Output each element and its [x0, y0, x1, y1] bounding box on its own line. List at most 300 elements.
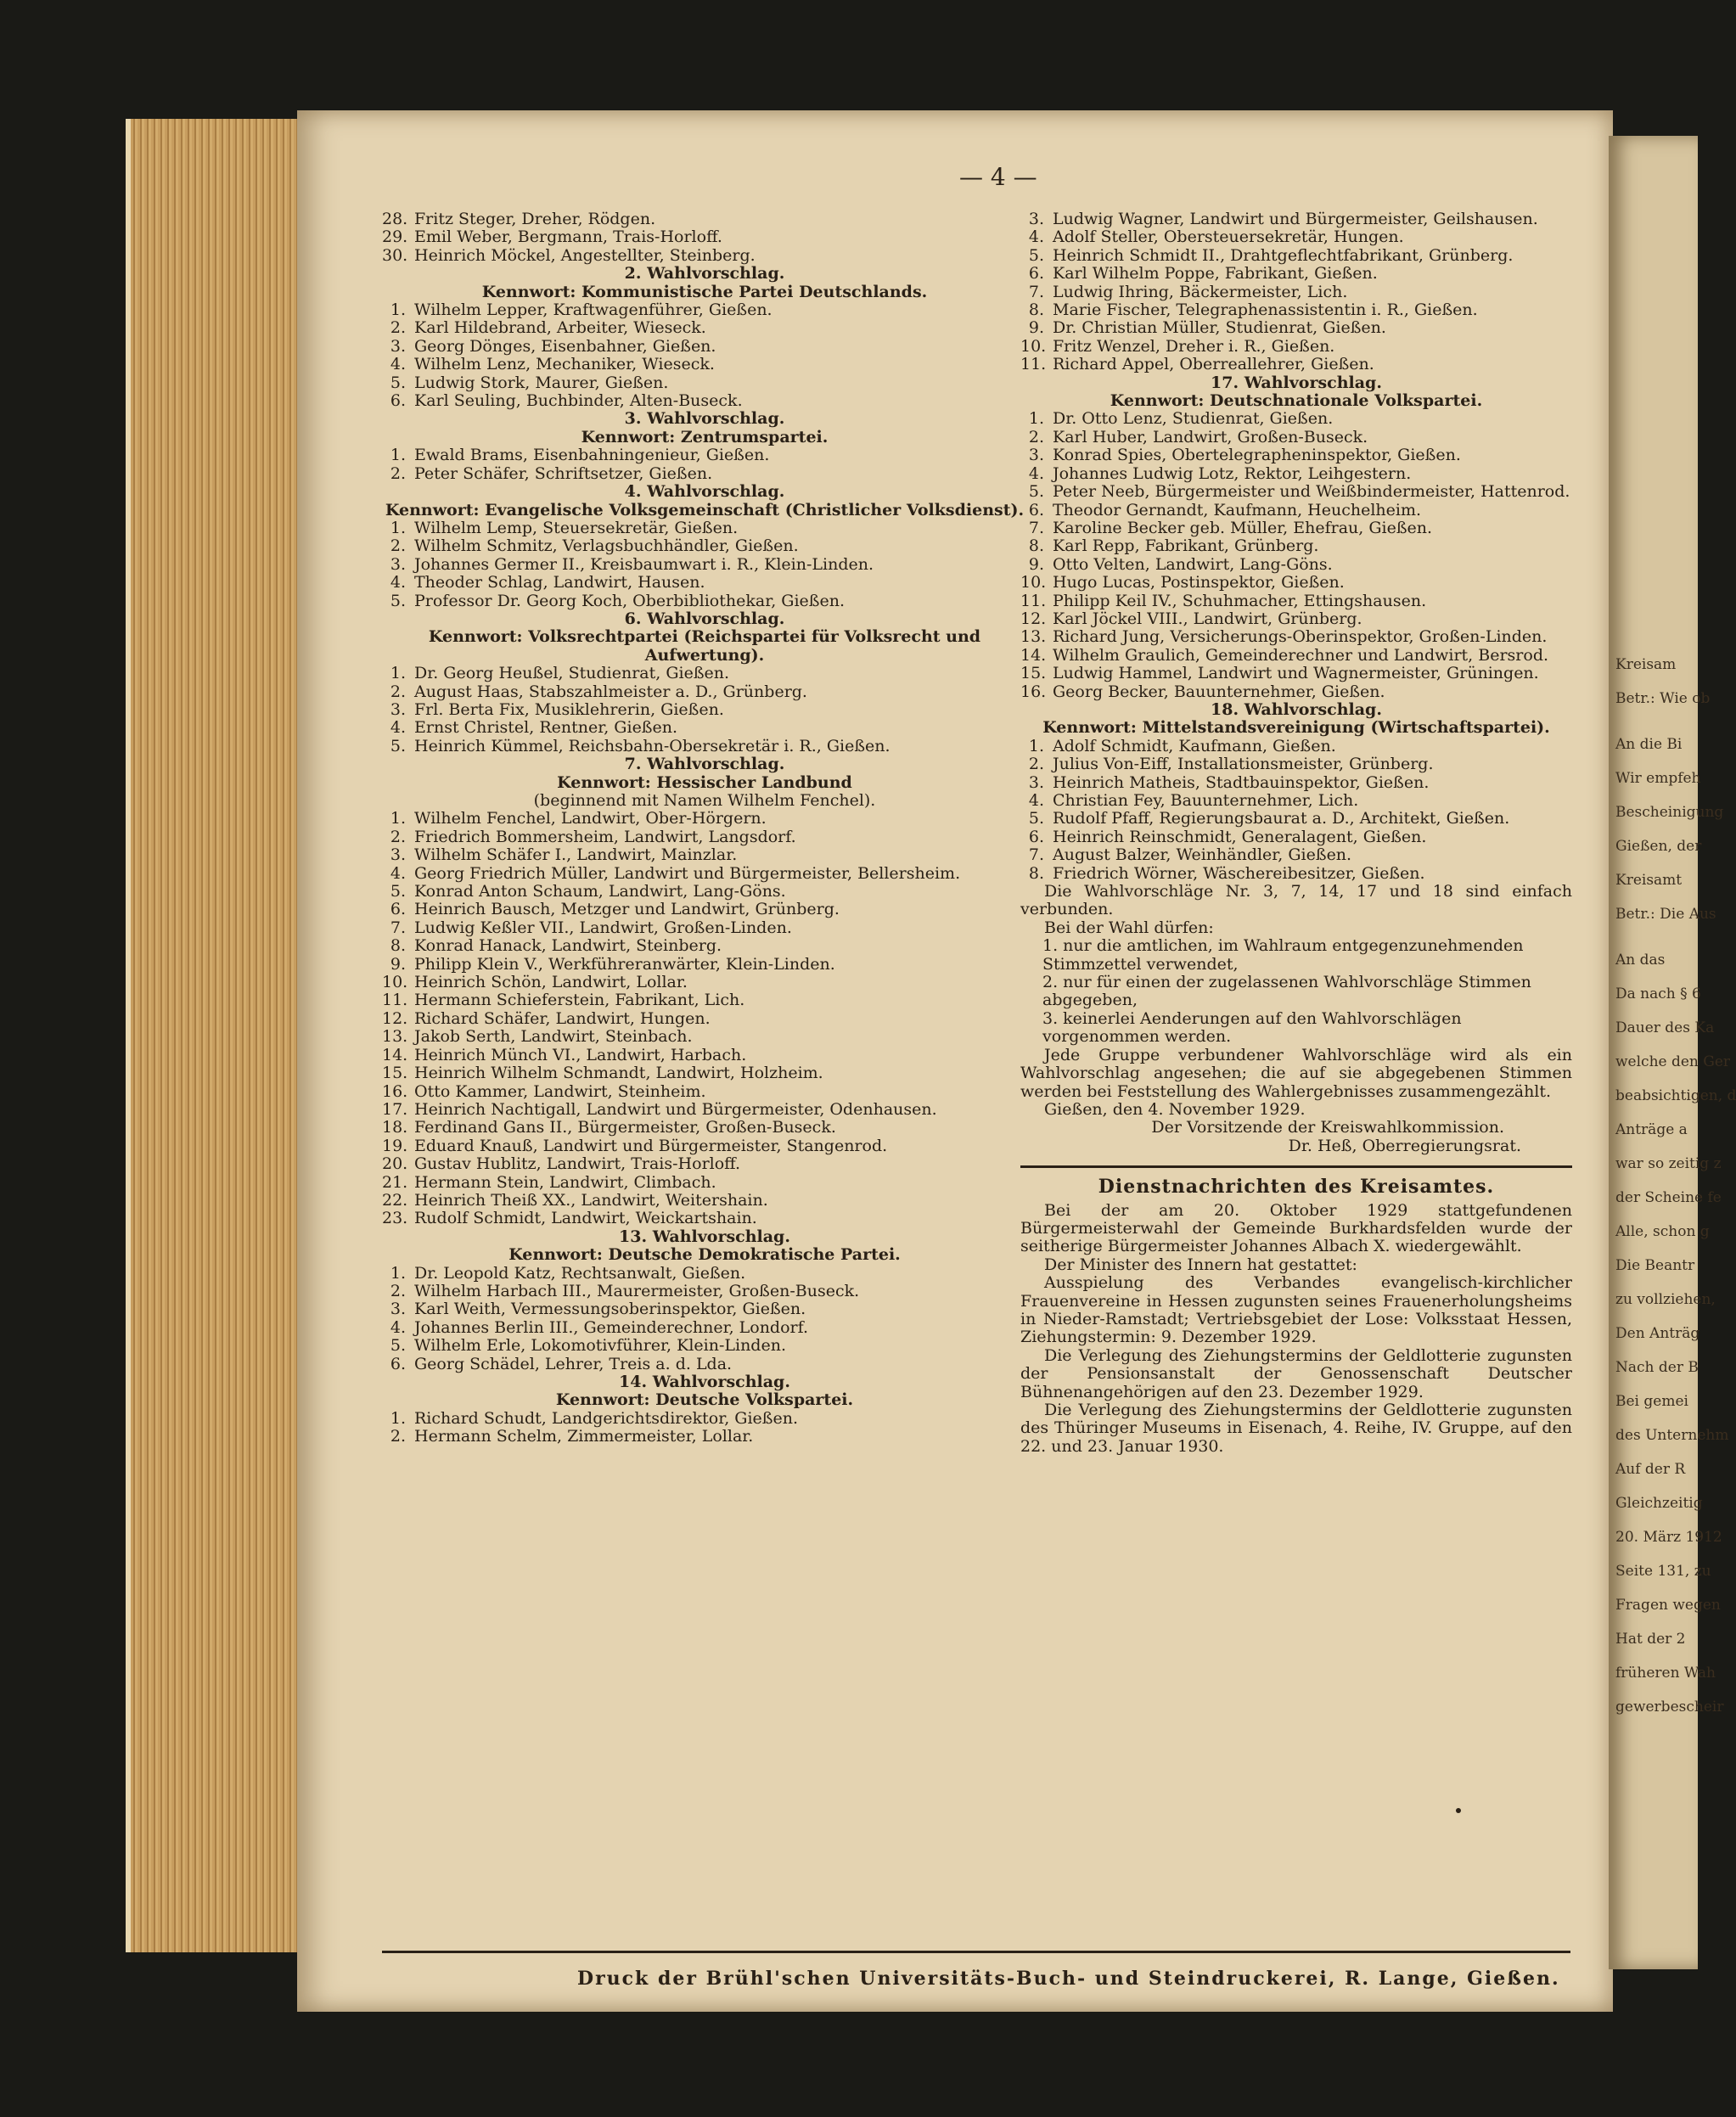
list-item-number: 2. [1028, 427, 1044, 446]
adjacent-page-line: Gießen, der [1615, 838, 1702, 855]
list-item-text: Johannes Germer II., Kreisbaumwart i. R., Klein-Linden. [414, 554, 874, 574]
list-item-text: August Haas, Stabszahlmeister a. D., Grünberg. [414, 682, 807, 701]
adjacent-page-line: Bei gemei [1615, 1393, 1688, 1410]
list-item [382, 956, 1027, 974]
adjacent-page-line: Den Anträg [1615, 1325, 1700, 1342]
list-item-text: Wilhelm Lemp, Steuersekretär, Gießen. [414, 518, 739, 537]
list-item [382, 1155, 1027, 1173]
list-item-number: 6. [390, 391, 406, 411]
list-item-number: 6. [1028, 500, 1044, 519]
list-item [1020, 247, 1572, 265]
list-item-number: 11. [1020, 591, 1047, 610]
adjacent-page-line: Gleichzeitig [1615, 1495, 1703, 1512]
section-title: 6. Wahlvorschlag. [624, 609, 785, 628]
adjacent-page-line: Betr.: Die Aus [1615, 906, 1716, 923]
list-item-text: Ludwig Stork, Maurer, Gießen. [414, 373, 669, 392]
list-item-number: 3. [1028, 446, 1044, 465]
list-item [382, 556, 1027, 574]
list-item-number: 4. [390, 573, 406, 592]
list-item-text: Heinrich Reinschmidt, Generalagent, Gießen. [1053, 827, 1427, 846]
list-item [1020, 356, 1572, 373]
adjacent-page-line: beabsichtigen, d [1615, 1087, 1736, 1104]
list-item-number: 9. [1028, 318, 1044, 338]
list-item [1020, 592, 1572, 610]
list-item [382, 446, 1027, 464]
list-item-number: 8. [1028, 536, 1044, 556]
list-item-number: 12. [1020, 609, 1047, 628]
party-keyword: Kennwort: Deutsche Volkspartei. [555, 1390, 854, 1410]
document-page [297, 110, 1613, 2012]
paragraph: Ausspielung des Verbandes evangelisch-kirchlicher Frauenvereine in Hessen zugunsten seines Frauenerholungsheims in Nieder-Ramstadt; Vertriebsgebiet der Lose: Volksstaat Hessen, Ziehungstermin: 9. Dezember 1929. [1020, 1273, 1572, 1347]
adjacent-page-line: Hat der 2 [1615, 1631, 1686, 1648]
list-item [1020, 319, 1572, 337]
list-item-text: Otto Velten, Landwirt, Lang-Göns. [1053, 554, 1333, 574]
section-title: 7. Wahlvorschlag. [624, 755, 785, 774]
list-item-text: Hermann Schelm, Zimmermeister, Lollar. [414, 1427, 754, 1446]
list-item [382, 828, 1027, 846]
list-item-text: Theodor Gernandt, Kaufmann, Heuchelheim. [1053, 500, 1422, 519]
list-item [382, 592, 1027, 610]
paragraph: Die Verlegung des Ziehungstermins der Geldlotterie zugunsten des Thüringer Museums in Eisenach, 4. Reihe, IV. Gruppe, auf den 22. und 23. Januar 1930. [1020, 1401, 1572, 1456]
list-item [1020, 556, 1572, 574]
list-item-text: Konrad Hanack, Landwirt, Steinberg. [414, 936, 722, 956]
section-heading: Dienstnachrichten des Kreisamtes. [1098, 1176, 1495, 1199]
list-item [382, 865, 1027, 883]
list-item-number: 6. [1028, 827, 1044, 846]
list-item-number: 2. [1028, 755, 1044, 774]
list-item [1020, 265, 1572, 283]
list-item-text: Friedrich Bommersheim, Landwirt, Langsdorf. [414, 827, 796, 846]
signature-name: Dr. Heß, Oberregierungsrat. [1288, 1136, 1521, 1155]
list-item-number: 30. [382, 245, 408, 265]
list-item [1020, 683, 1572, 701]
list-item-text: Dr. Otto Lenz, Studienrat, Gießen. [1053, 409, 1334, 429]
adjacent-page-line: 20. März 1912 [1615, 1529, 1722, 1546]
list-item [382, 1137, 1027, 1155]
list-item-number: 6. [390, 900, 406, 919]
list-item [1020, 446, 1572, 464]
section-title: 2. Wahlvorschlag. [624, 264, 785, 284]
list-item [1020, 338, 1572, 356]
list-item-text: Wilhelm Graulich, Gemeinderechner und Landwirt, Bersrod. [1053, 645, 1549, 665]
list-item [382, 1083, 1027, 1101]
list-item [382, 1210, 1027, 1227]
list-item-number: 15. [1020, 664, 1047, 683]
list-item-text: Karoline Becker geb. Müller, Ehefrau, Gießen. [1053, 518, 1433, 537]
list-item [1020, 410, 1572, 428]
list-item-number: 7. [1028, 518, 1044, 537]
adjacent-page-line: Alle, schon g [1615, 1223, 1710, 1240]
list-item [1020, 828, 1572, 846]
list-item-text: Heinrich Schön, Landwirt, Lollar. [414, 973, 688, 992]
list-item [382, 1010, 1027, 1028]
left-column [382, 211, 1027, 1446]
party-keyword: Kennwort: Deutschnationale Volkspartei. [1110, 391, 1483, 411]
adjacent-page-fragment [1609, 136, 1736, 1969]
list-item [382, 810, 1027, 828]
list-item-number: 9. [1028, 554, 1044, 574]
list-item-text: Konrad Anton Schaum, Landwirt, Lang-Göns. [414, 882, 786, 901]
list-item-number: 1. [390, 518, 406, 537]
list-item-text: Georg Schädel, Lehrer, Treis a. d. Lda. [414, 1354, 733, 1373]
list-item [382, 901, 1027, 918]
list-item [382, 1064, 1027, 1082]
ink-speck [1456, 1808, 1461, 1813]
list-item-number: 7. [1028, 845, 1044, 865]
party-keyword: Kennwort: Deutsche Demokratische Partei. [508, 1245, 901, 1265]
list-item-number: 8. [1028, 300, 1044, 320]
list-item [382, 1174, 1027, 1192]
list-item [382, 719, 1027, 737]
list-item-text: August Balzer, Weinhändler, Gießen. [1053, 845, 1352, 865]
list-item-text: Peter Schäfer, Schriftsetzer, Gießen. [414, 463, 713, 483]
adjacent-page-line: Seite 131, zu [1615, 1563, 1711, 1580]
list-item-number: 29. [382, 227, 408, 247]
list-item-number: 22. [382, 1190, 408, 1210]
list-item [382, 374, 1027, 392]
list-item-text: Heinrich Möckel, Angestellter, Steinberg. [414, 245, 756, 265]
list-item [1020, 211, 1572, 228]
list-item-text: Karl Wilhelm Poppe, Fabrikant, Gießen. [1053, 264, 1378, 284]
list-item-number: 5. [1028, 245, 1044, 265]
list-item-number: 4. [1028, 791, 1044, 810]
list-item-text: Richard Schudt, Landgerichtsdirektor, Gießen. [414, 1408, 798, 1428]
list-item-text: Heinrich Kümmel, Reichsbahn-Obersekretär i. R., Gießen. [414, 736, 890, 755]
signature-line: Der Vorsitzende der Kreiswahlkommission. [1151, 1118, 1504, 1137]
list-item-text: Christian Fey, Bauunternehmer, Lich. [1053, 791, 1359, 810]
list-item-text: Ernst Christel, Rentner, Gießen. [414, 718, 678, 738]
list-item-text: Ludwig Ihring, Bäckermeister, Lich. [1053, 282, 1348, 301]
adjacent-page-line: früheren Wah [1615, 1665, 1716, 1682]
list-item [382, 247, 1027, 265]
list-item [382, 1119, 1027, 1137]
list-item-text: Wilhelm Fenchel, Landwirt, Ober-Hörgern. [414, 809, 767, 828]
list-item-number: 4. [390, 1317, 406, 1337]
section-title: 4. Wahlvorschlag. [624, 482, 785, 502]
list-item-number: 13. [382, 1027, 408, 1047]
list-item [382, 392, 1027, 410]
paragraph: Der Minister des Innern hat gestattet: [1044, 1255, 1357, 1274]
paragraph: Jede Gruppe verbundener Wahlvorschläge wird als ein Wahlvorschlag angesehen; die auf sie abgegebenen Stimmen werden bei Feststellung des Wahlergebnisses zusammengezählt. [1020, 1045, 1572, 1101]
list-item-number: 5. [1028, 809, 1044, 828]
list-item [1020, 610, 1572, 628]
list-item-number: 2. [390, 827, 406, 846]
list-item-text: Heinrich Nachtigall, Landwirt und Bürgermeister, Odenhausen. [414, 1099, 937, 1119]
adjacent-page-line: Betr.: Wie ob [1615, 690, 1711, 707]
list-item-text: Hermann Stein, Landwirt, Climbach. [414, 1172, 716, 1192]
list-item-text: Marie Fischer, Telegraphenassistentin i. R., Gießen. [1053, 300, 1478, 320]
list-item [382, 574, 1027, 592]
list-item [1020, 537, 1572, 555]
list-item [382, 1047, 1027, 1064]
list-item [1020, 665, 1572, 682]
party-keyword: Kennwort: Mittelstandsvereinigung (Wirtschaftspartei). [1042, 718, 1550, 738]
list-item [382, 683, 1027, 701]
list-item-text: Georg Dönges, Eisenbahner, Gießen. [414, 336, 716, 356]
list-item-number: 5. [390, 736, 406, 755]
list-item-number: 8. [390, 936, 406, 956]
list-item [1020, 810, 1572, 828]
paragraph: Bei der Wahl dürfen: [1044, 918, 1214, 937]
list-item-number: 6. [390, 1354, 406, 1373]
party-keyword: Kennwort: Volksrechtpartei (Reichspartei für Volksrecht und Aufwertung). [428, 627, 981, 665]
list-item-number: 2. [390, 318, 406, 338]
list-item-number: 6. [1028, 264, 1044, 284]
section-subtitle: (beginnend mit Namen Wilhelm Fenchel). [533, 791, 876, 810]
party-keyword: Kennwort: Kommunistische Partei Deutschlands. [481, 282, 928, 301]
list-item-text: Dr. Leopold Katz, Rechtsanwalt, Gießen. [414, 1263, 746, 1283]
list-item-number: 5. [390, 1336, 406, 1356]
list-item [1020, 502, 1572, 519]
list-item [1020, 755, 1572, 773]
list-item-text: Adolf Schmidt, Kaufmann, Gießen. [1053, 736, 1336, 755]
list-item-number: 28. [382, 210, 408, 228]
list-item-text: Karl Jöckel VIII., Landwirt, Grünberg. [1053, 609, 1362, 628]
section-title: 13. Wahlvorschlag. [619, 1227, 790, 1246]
list-item-text: Hugo Lucas, Postinspektor, Gießen. [1053, 573, 1345, 592]
list-item-number: 3. [390, 554, 406, 574]
list-item [382, 1101, 1027, 1119]
list-item-text: Ferdinand Gans II., Bürgermeister, Großen-Buseck. [414, 1118, 836, 1137]
list-item-number: 14. [382, 1045, 408, 1064]
list-item-number: 7. [1028, 282, 1044, 301]
list-item-text: Theoder Schlag, Landwirt, Hausen. [414, 573, 705, 592]
list-item-number: 18. [382, 1118, 408, 1137]
list-item-number: 11. [382, 991, 408, 1010]
list-item-number: 1. [390, 809, 406, 828]
rule-list-item: 1. nur die amtlichen, im Wahlraum entgegenzunehmenden Stimmzettel verwendet, [1042, 936, 1524, 974]
list-item-text: Ludwig Hammel, Landwirt und Wagnermeister, Grüningen. [1053, 664, 1539, 683]
list-item [382, 356, 1027, 373]
list-item [382, 883, 1027, 901]
adjacent-page-line: war so zeitig z [1615, 1155, 1722, 1172]
list-item-text: Wilhelm Schäfer I., Landwirt, Mainzlar. [414, 845, 738, 865]
list-item [1020, 628, 1572, 646]
list-item-text: Karl Huber, Landwirt, Großen-Buseck. [1053, 427, 1368, 446]
list-item [382, 301, 1027, 319]
list-item [382, 1356, 1027, 1373]
list-item-text: Wilhelm Harbach III., Maurermeister, Großen-Buseck. [414, 1281, 860, 1300]
list-item [382, 1192, 1027, 1210]
adjacent-page-line: An die Bi [1615, 736, 1683, 753]
list-item [1020, 483, 1572, 501]
adjacent-page-line: Kreisamt [1615, 872, 1683, 889]
list-item-number: 2. [390, 1281, 406, 1300]
list-item-number: 1. [390, 446, 406, 465]
list-item-text: Heinrich Theiß XX., Landwirt, Weitershain. [414, 1190, 768, 1210]
list-item-text: Jakob Serth, Landwirt, Steinbach. [414, 1027, 693, 1047]
list-item-number: 1. [390, 1408, 406, 1428]
party-keyword: Kennwort: Evangelische Volksgemeinschaft (Christlicher Volksdienst). [385, 500, 1025, 519]
list-item-text: Fritz Wenzel, Dreher i. R., Gießen. [1053, 336, 1335, 356]
list-item-number: 2. [390, 536, 406, 556]
list-item [382, 465, 1027, 483]
list-item-number: 3. [1028, 772, 1044, 792]
list-item-text: Johannes Berlin III., Gemeinderechner, Londorf. [414, 1317, 809, 1337]
list-item-number: 2. [390, 682, 406, 701]
list-item-text: Wilhelm Schmitz, Verlagsbuchhändler, Gießen. [414, 536, 799, 556]
list-item-text: Wilhelm Lenz, Mechaniker, Wieseck. [414, 355, 715, 374]
list-item-text: Julius Von-Eiff, Installationsmeister, Grünberg. [1053, 755, 1434, 774]
list-item [382, 519, 1027, 537]
list-item-text: Heinrich Wilhelm Schmandt, Landwirt, Holzheim. [414, 1064, 823, 1083]
rule-list-item: 3. keinerlei Aenderungen auf den Wahlvorschlägen vorgenommen werden. [1042, 1008, 1462, 1047]
list-item-text: Professor Dr. Georg Koch, Oberbibliothekar, Gießen. [414, 591, 845, 610]
list-item-number: 10. [1020, 336, 1047, 356]
footer-rule [382, 1951, 1570, 1953]
list-item-text: Georg Friedrich Müller, Landwirt und Bürgermeister, Bellersheim. [414, 863, 961, 883]
list-item-number: 3. [1028, 210, 1044, 228]
section-divider [1020, 1165, 1572, 1168]
list-item [1020, 429, 1572, 446]
list-item [382, 738, 1027, 755]
list-item [1020, 647, 1572, 665]
list-item-text: Richard Jung, Versicherungs-Oberinspektor, Großen-Linden. [1053, 627, 1548, 647]
paragraph: Gießen, den 4. November 1929. [1044, 1099, 1306, 1119]
adjacent-page-line: zu vollziehen, [1615, 1291, 1716, 1308]
list-item [382, 1410, 1027, 1428]
list-item-text: Adolf Steller, Obersteuersekretär, Hungen. [1053, 227, 1404, 247]
list-item [382, 1428, 1027, 1446]
list-item-text: Fritz Steger, Dreher, Rödgen. [414, 210, 656, 228]
list-item-number: 1. [390, 1263, 406, 1283]
adjacent-page-line: welche den Ger [1615, 1053, 1731, 1070]
adjacent-page-line: Dauer des Ka [1615, 1019, 1715, 1036]
list-item-number: 5. [390, 591, 406, 610]
list-item-number: 3. [390, 699, 406, 719]
list-item-number: 4. [390, 863, 406, 883]
list-item-number: 4. [390, 355, 406, 374]
list-item-number: 11. [1020, 355, 1047, 374]
list-item [1020, 792, 1572, 810]
list-item-number: 5. [390, 882, 406, 901]
party-keyword: Kennwort: Zentrumspartei. [581, 427, 829, 446]
list-item [382, 846, 1027, 864]
party-keyword: Kennwort: Hessischer Landbund [557, 772, 852, 792]
list-item [1020, 865, 1572, 883]
list-item-number: 10. [1020, 573, 1047, 592]
list-item [1020, 774, 1572, 792]
rule-list-item: 2. nur für einen der zugelassenen Wahlvorschläge Stimmen abgegeben, [1042, 973, 1531, 1010]
list-item-text: Ewald Brams, Eisenbahningenieur, Gießen. [414, 446, 770, 465]
list-item-text: Johannes Ludwig Lotz, Rektor, Leihgestern. [1053, 463, 1412, 483]
list-item [1020, 301, 1572, 319]
list-item-text: Karl Seuling, Buchbinder, Alten-Buseck. [414, 391, 743, 411]
list-item-number: 3. [390, 336, 406, 356]
printer-imprint: Druck der Brühl'schen Universitäts-Buch- und Steindruckerei, R. Lange, Gießen. [577, 1968, 1560, 1990]
adjacent-page-line: Bescheinigung [1615, 804, 1724, 821]
list-item-text: Philipp Keil IV., Schuhmacher, Ettingshausen. [1053, 591, 1427, 610]
list-item-text: Frl. Berta Fix, Musiklehrerin, Gießen. [414, 699, 724, 719]
adjacent-page-line: Kreisam [1615, 656, 1677, 673]
list-item-number: 16. [1020, 682, 1047, 701]
page-number: — 4 — [959, 163, 1037, 191]
list-item-text: Ludwig Wagner, Landwirt und Bürgermeister, Geilshausen. [1053, 210, 1538, 228]
list-item-text: Richard Appel, Oberreallehrer, Gießen. [1053, 355, 1374, 374]
list-item [1020, 574, 1572, 592]
list-item [382, 701, 1027, 719]
paragraph: Die Verlegung des Ziehungstermins der Geldlotterie zugunsten der Pensionsanstalt der Genossenschaft Deutscher Bühnenangehörigen auf den 23. Dezember 1929. [1020, 1345, 1572, 1401]
section-title: 18. Wahlvorschlag. [1211, 699, 1382, 719]
list-item-number: 1. [390, 300, 406, 320]
list-item-number: 1. [390, 664, 406, 683]
list-item-number: 21. [382, 1172, 408, 1192]
list-item-text: Otto Kammer, Landwirt, Steinheim. [414, 1081, 706, 1101]
list-item-number: 13. [1020, 627, 1047, 647]
list-item-text: Wilhelm Lepper, Kraftwagenführer, Gießen. [414, 300, 772, 320]
list-item [1020, 846, 1572, 864]
list-item-number: 7. [390, 918, 406, 937]
adjacent-page-line: An das [1615, 952, 1666, 969]
list-item-text: Gustav Hublitz, Landwirt, Trais-Horloff. [414, 1154, 741, 1174]
adjacent-page-line: gewerbescheir [1615, 1699, 1724, 1716]
list-item-number: 8. [1028, 863, 1044, 883]
list-item-text: Ludwig Keßler VII., Landwirt, Großen-Linden. [414, 918, 792, 937]
list-item-number: 14. [1020, 645, 1047, 665]
list-item-text: Karl Weith, Vermessungsoberinspektor, Gießen. [414, 1300, 806, 1319]
list-item-text: Philipp Klein V., Werkführeranwärter, Klein-Linden. [414, 954, 835, 974]
list-item-number: 4. [1028, 463, 1044, 483]
list-item-number: 1. [1028, 409, 1044, 429]
list-item-text: Karl Repp, Fabrikant, Grünberg. [1053, 536, 1319, 556]
list-item [382, 228, 1027, 246]
list-item-number: 17. [382, 1099, 408, 1119]
list-item-number: 16. [382, 1081, 408, 1101]
list-item-text: Heinrich Münch VI., Landwirt, Harbach. [414, 1045, 747, 1064]
list-item-text: Rudolf Pfaff, Regierungsbaurat a. D., Architekt, Gießen. [1053, 809, 1510, 828]
list-item [382, 1028, 1027, 1046]
paragraph: Die Wahlvorschläge Nr. 3, 7, 14, 17 und 18 sind einfach verbunden. [1020, 882, 1572, 919]
adjacent-page-line: Auf der R [1615, 1461, 1686, 1478]
list-item-number: 2. [390, 463, 406, 483]
list-item-text: Eduard Knauß, Landwirt und Bürgermeister, Stangenrod. [414, 1136, 888, 1155]
list-item-number: 3. [390, 845, 406, 865]
paragraph: Bei der am 20. Oktober 1929 stattgefundenen Bürgermeisterwahl der Gemeinde Burkhardsfelden wurde der seitherige Bürgermeister Johannes Albach X. wiedergewählt. [1020, 1200, 1572, 1256]
list-item [382, 338, 1027, 356]
list-item-number: 5. [390, 373, 406, 392]
list-item [1020, 738, 1572, 755]
list-item [382, 1300, 1027, 1318]
list-item-number: 4. [390, 718, 406, 738]
adjacent-page-line: Da nach § 6 [1615, 986, 1701, 1002]
list-item [382, 991, 1027, 1009]
list-item [382, 919, 1027, 937]
list-item-number: 9. [390, 954, 406, 974]
list-item-number: 1. [1028, 736, 1044, 755]
list-item [1020, 519, 1572, 537]
list-item [382, 665, 1027, 682]
adjacent-page-line: des Unternehm [1615, 1427, 1729, 1444]
list-item-text: Richard Schäfer, Landwirt, Hungen. [414, 1008, 711, 1028]
list-item-number: 4. [1028, 227, 1044, 247]
adjacent-page-line: Wir empfeh [1615, 770, 1701, 787]
list-item-text: Friedrich Wörner, Wäschereibesitzer, Gießen. [1053, 863, 1425, 883]
list-item [382, 1319, 1027, 1337]
list-item-text: Peter Neeb, Bürgermeister und Weißbindermeister, Hattenrod. [1053, 482, 1570, 502]
list-item-text: Heinrich Schmidt II., Drahtgeflechtfabrikant, Grünberg. [1053, 245, 1514, 265]
list-item [1020, 465, 1572, 483]
adjacent-page-line: Fragen wegen [1615, 1597, 1721, 1614]
list-item-number: 3. [390, 1300, 406, 1319]
right-column [1020, 211, 1572, 1456]
list-item [382, 319, 1027, 337]
list-item-text: Georg Becker, Bauunternehmer, Gießen. [1053, 682, 1385, 701]
list-item-number: 23. [382, 1209, 408, 1228]
list-item-text: Wilhelm Erle, Lokomotivführer, Klein-Linden. [414, 1336, 786, 1356]
list-item-text: Emil Weber, Bergmann, Trais-Horloff. [414, 227, 722, 247]
list-item [382, 974, 1027, 991]
list-item-number: 10. [382, 973, 408, 992]
